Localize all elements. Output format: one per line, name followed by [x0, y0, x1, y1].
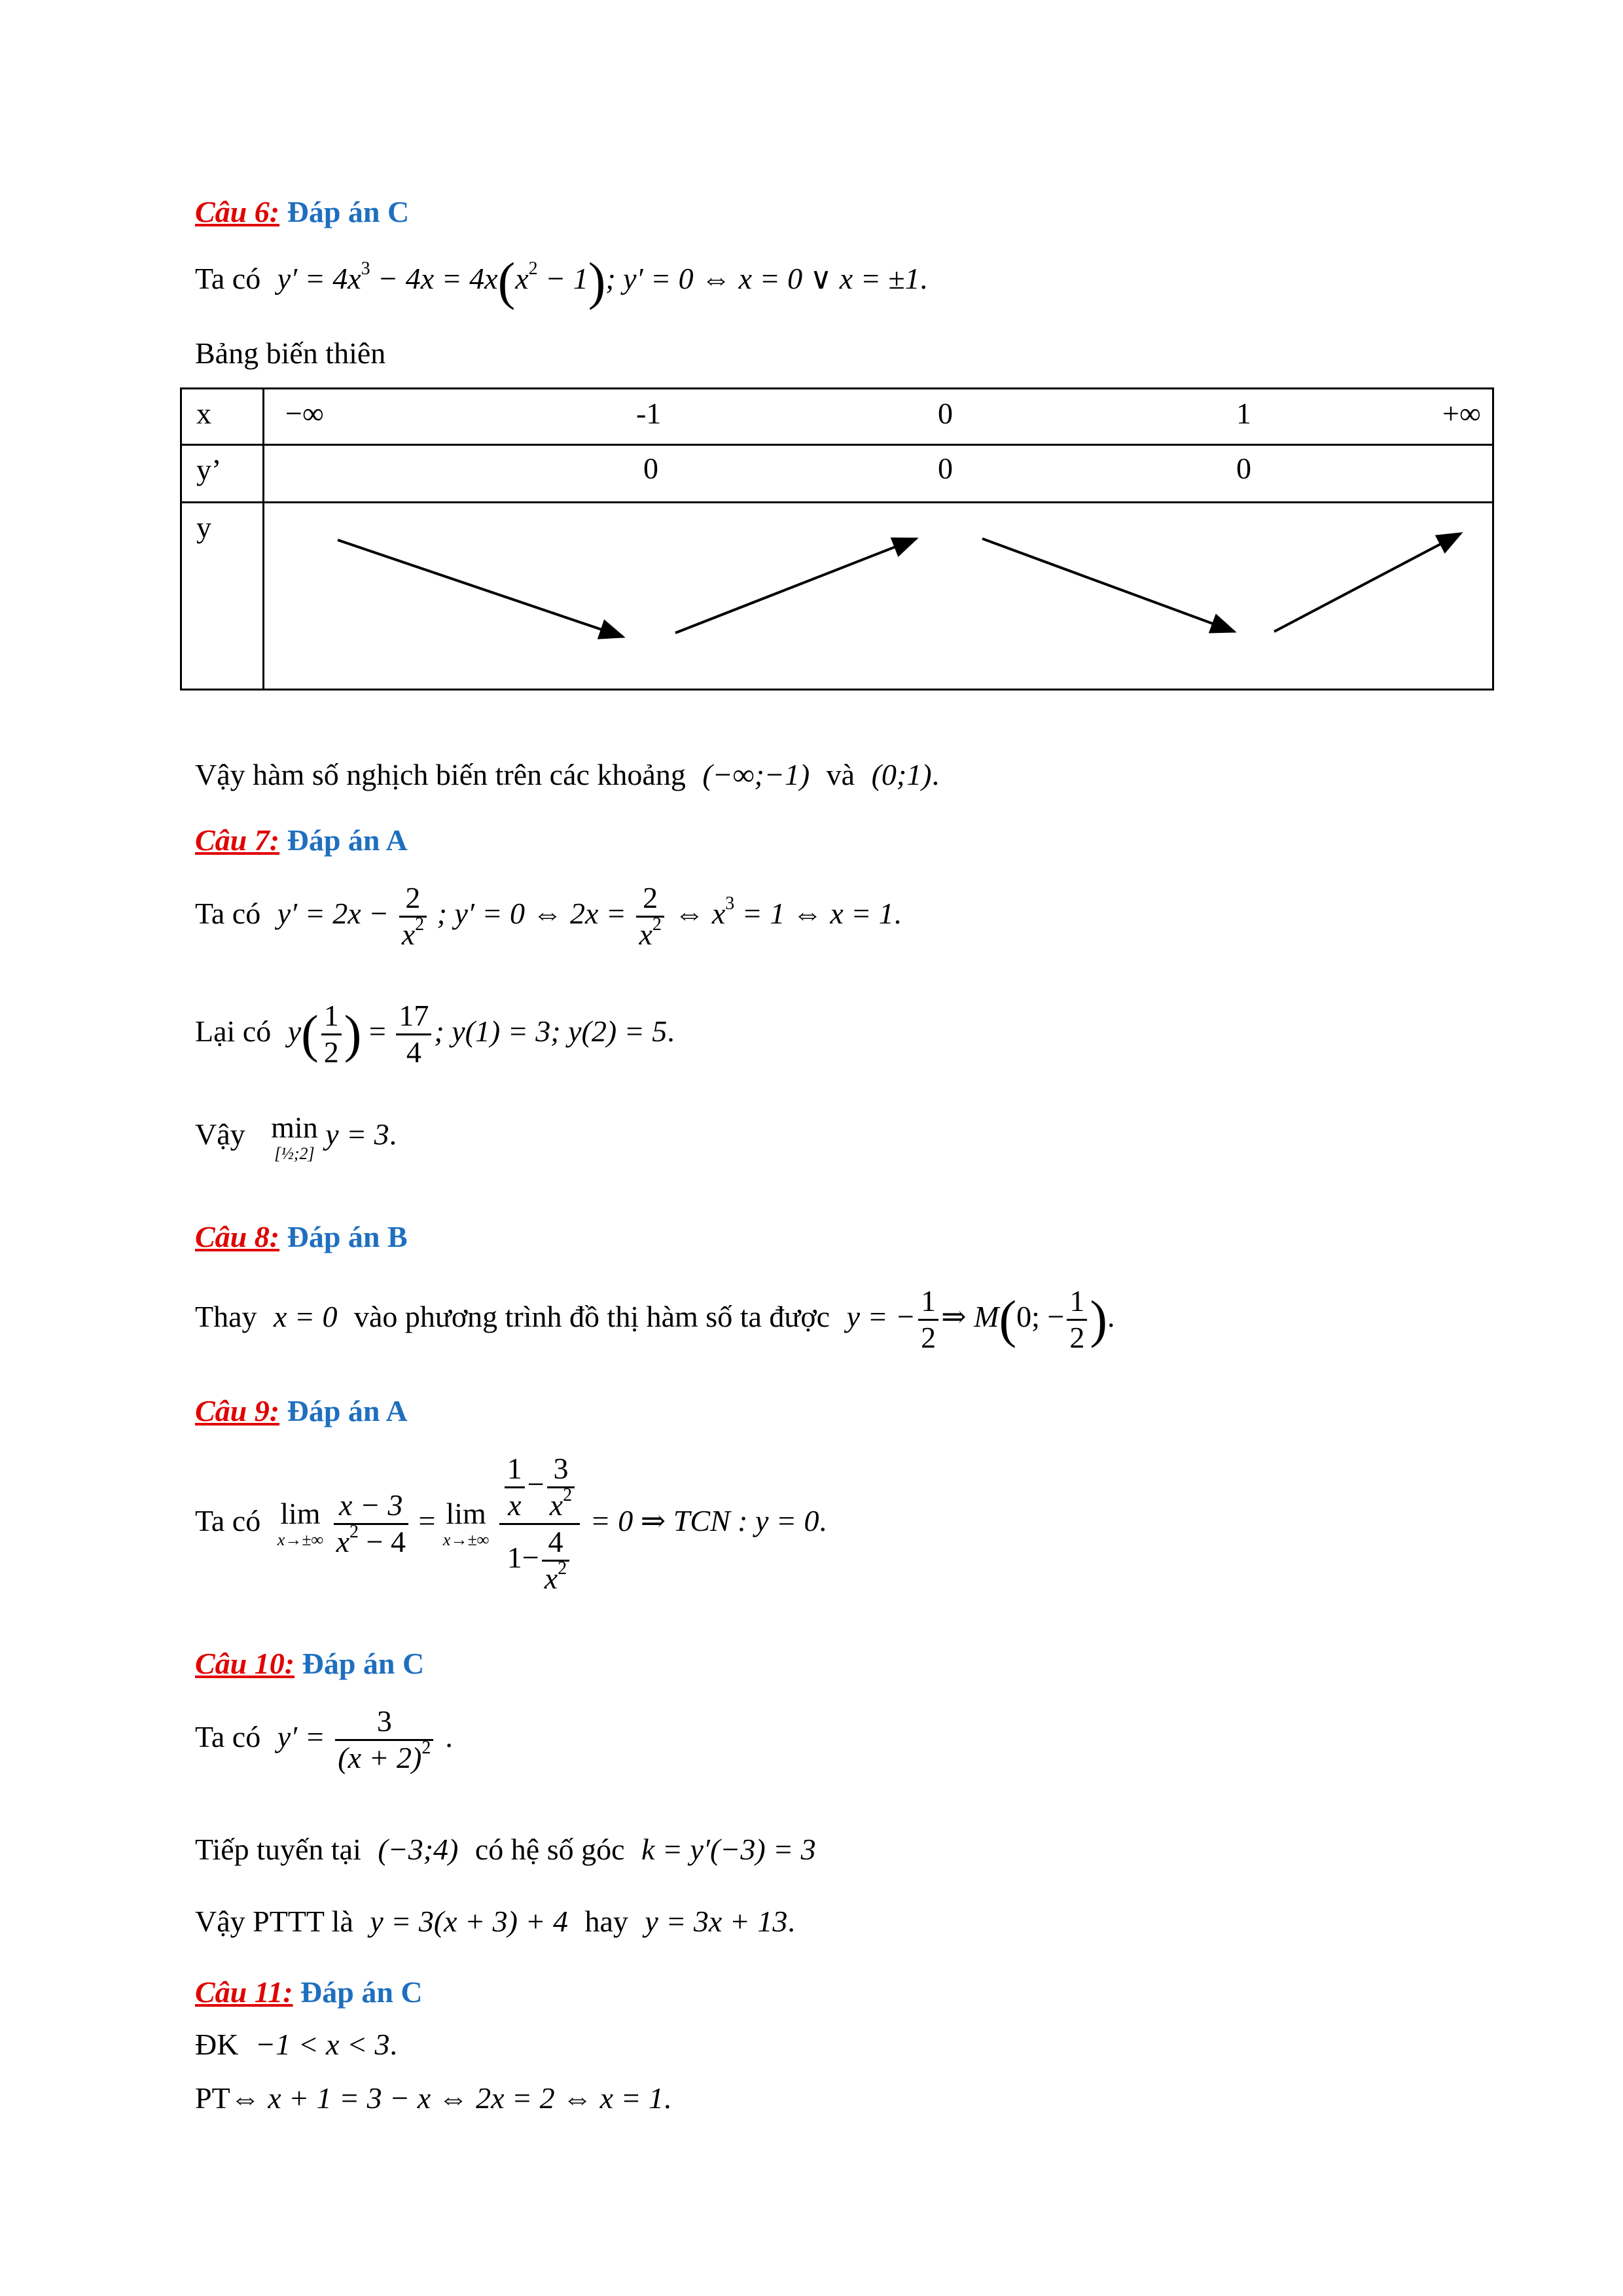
q7-l1-a: y′ = 2x −: [277, 896, 389, 930]
row-dy-label: y’: [196, 453, 222, 486]
q7-l3-prefix: Vậy: [195, 1117, 245, 1151]
q7-l2-dot: .: [667, 1014, 675, 1048]
x-value-0: 0: [938, 397, 953, 430]
q9-dot: .: [819, 1503, 827, 1537]
variation-table: [180, 387, 1494, 691]
q8-label: Câu 8:: [195, 1220, 280, 1253]
x-value-minus1: -1: [636, 397, 662, 430]
q7-frac-1: [399, 881, 427, 952]
q7-l2-a: y: [287, 1014, 302, 1048]
q7-values-line: [195, 999, 675, 1070]
q6-line1-formula-a: y′ = 4x: [277, 262, 361, 295]
q7-min-word: min: [271, 1111, 318, 1144]
q8-x0: x = 0: [274, 1299, 338, 1333]
q7-label: Câu 7:: [195, 823, 280, 857]
q9-minus: −: [527, 1467, 544, 1501]
q7-frac2-den: x: [639, 917, 652, 951]
q9-d2d-exp: 2: [558, 1558, 567, 1579]
q10-frac: [335, 1704, 433, 1776]
q7-frac3-num: 1: [321, 999, 342, 1035]
q9-eq: =: [418, 1503, 436, 1537]
q9-lim2-word: lim: [446, 1497, 486, 1531]
q9-frac-compound: [499, 1452, 580, 1596]
q9-frac-den-exp: 2: [349, 1521, 359, 1542]
q11-solution: ⇔ x + 1 = 3 − x ⇔ 2x = 2 ⇔ x = 1: [230, 2081, 664, 2115]
arrow-increasing-1: [675, 539, 916, 633]
q6-interval-2: (0;1): [871, 758, 932, 791]
q10-l2-a: Tiếp tuyến tại: [195, 1833, 361, 1866]
q9-d2: 4: [542, 1525, 569, 1562]
q8-m: ⇒ M: [941, 1299, 999, 1333]
row-x-label: x: [196, 397, 211, 430]
q10-l3-dot: .: [787, 1905, 795, 1938]
q10-derivative-line: [195, 1704, 453, 1776]
q9-lim-1: [277, 1499, 323, 1549]
q9-sub-frac-2: [547, 1452, 575, 1523]
q7-frac-2: [636, 881, 664, 952]
q9-frac-den-rest: − 4: [359, 1524, 406, 1558]
q7-l2-c: ; y(1) = 3; y(2) = 5: [434, 1014, 668, 1048]
q8-frac1-num: 1: [918, 1284, 938, 1321]
q8-paren-close: ): [1090, 1291, 1107, 1349]
q7-l3-dot: .: [389, 1117, 397, 1151]
q9-n2: 3: [547, 1452, 575, 1488]
q11-solution-line: [195, 2080, 671, 2117]
arrow-decreasing-2: [982, 539, 1234, 632]
q10-eq1: y = 3(x + 3) + 4: [370, 1905, 568, 1938]
q10-slope: k = y′(−3) = 3: [641, 1833, 816, 1866]
q8-l1-a: Thay: [195, 1299, 257, 1333]
q10-heading: [195, 1645, 424, 1682]
q6-conclusion-dot: .: [931, 758, 940, 791]
q10-prefix: Ta có: [195, 1719, 261, 1753]
q7-min-operator: [271, 1113, 318, 1162]
q10-l3-b: hay: [584, 1905, 628, 1938]
q7-frac4-den: 4: [406, 1035, 421, 1069]
q7-frac2-den-exp: 2: [652, 914, 662, 935]
q9-d2d: x: [544, 1561, 558, 1595]
q6-exp2: 2: [528, 259, 538, 279]
row-dy-header: [181, 445, 264, 503]
q9-frac-den: x: [336, 1524, 350, 1558]
q6-paren-a: (: [497, 253, 516, 311]
q6-heading: [195, 194, 409, 230]
q7-l2-b: =: [368, 1014, 386, 1048]
arrow-increasing-2: [1274, 533, 1461, 632]
q8-line: [195, 1284, 1115, 1355]
q11-condition-line: [195, 2026, 397, 2063]
q9-lim2-sub: x→±∞: [442, 1530, 490, 1550]
q6-paren-b: ): [588, 253, 606, 311]
q9-frac-num: x − 3: [334, 1488, 408, 1525]
x-value-1: 1: [1236, 397, 1251, 430]
q7-frac1-num: 2: [399, 881, 427, 918]
q6-inner-a: x: [515, 262, 529, 295]
q7-min-line: [195, 1113, 397, 1162]
q6-conclusion-and: và: [826, 758, 855, 791]
q10-l1-a: y′ =: [277, 1719, 325, 1753]
q9-d1: 1−: [507, 1540, 539, 1574]
row-x-header: [181, 389, 264, 445]
q10-l3-a: Vậy PTTT là: [195, 1905, 353, 1938]
q9-lim1-word: lim: [280, 1497, 321, 1531]
q7-answer: Đáp án A: [287, 823, 408, 857]
q11-heading: [195, 1974, 423, 2011]
x-value-neg-inf: −∞: [285, 397, 324, 430]
q6-exp3: 3: [361, 259, 370, 279]
q6-line1-prefix: Ta có: [195, 262, 261, 295]
q6-line1-formula-b: − 4x = 4x: [370, 262, 498, 295]
q6-answer: Đáp án C: [287, 195, 410, 228]
dy-zero-1: 0: [643, 452, 658, 485]
row-x-values: [264, 389, 1493, 445]
variation-arrows: [264, 503, 1492, 688]
q7-l1-c-exp: 3: [725, 893, 735, 914]
q9-label: Câu 9:: [195, 1394, 280, 1427]
q6-line1-dot: .: [919, 262, 928, 295]
q11-l1-dot: .: [389, 2028, 397, 2061]
q8-answer: Đáp án B: [287, 1220, 408, 1253]
q7-frac3-den: 2: [323, 1035, 339, 1069]
q9-lim1-sub: x→±∞: [277, 1530, 324, 1550]
q8-frac-2: [1067, 1284, 1087, 1355]
q9-sub-frac-3: [542, 1525, 569, 1596]
q8-frac1-den: 2: [921, 1320, 936, 1354]
q8-paren-open: (: [999, 1291, 1017, 1349]
q7-l2-prefix: Lại có: [195, 1014, 272, 1048]
q6-interval-1: (−∞;−1): [702, 758, 810, 791]
q10-frac-den: (x + 2): [338, 1740, 422, 1774]
q9-frac-main: [334, 1488, 408, 1560]
row-dy-values: [264, 445, 1493, 503]
row-y-arrows: [264, 503, 1493, 690]
q8-l1-b: vào phương trình đồ thị hàm số ta được: [353, 1299, 830, 1333]
q9-heading: [195, 1393, 408, 1429]
q6-label: Câu 6:: [195, 195, 280, 228]
q6-conclusion: [195, 757, 939, 793]
q11-l1-a: ĐK: [195, 2028, 239, 2061]
q11-condition: −1 < x < 3: [255, 2028, 390, 2061]
q7-frac2-num: 2: [636, 881, 664, 918]
q9-n1d: x: [508, 1488, 522, 1522]
q9-n1: 1: [505, 1452, 525, 1488]
q11-answer: Đáp án C: [300, 1975, 423, 2009]
q10-equation-line: [195, 1903, 795, 1940]
q9-n2d: x: [549, 1488, 563, 1522]
q8-m-inner: 0; −: [1016, 1299, 1065, 1333]
q10-l2-b: có hệ số góc: [474, 1833, 625, 1866]
q7-min-result: y = 3: [325, 1117, 389, 1151]
dy-zero-3: 0: [1236, 452, 1251, 485]
q7-l1-c: ⇔ x: [674, 896, 726, 930]
q11-label: Câu 11:: [195, 1975, 293, 2009]
q10-l1-dot: .: [445, 1719, 453, 1753]
q10-answer: Đáp án C: [302, 1647, 425, 1680]
q9-lim-2: [443, 1499, 489, 1549]
arrow-decreasing-1: [338, 540, 623, 637]
q7-l1-dot: .: [893, 896, 902, 930]
dy-zero-2: 0: [938, 452, 953, 485]
q8-frac-1: [918, 1284, 938, 1355]
q7-l1-b: ; y′ = 0 ⇔ 2x =: [437, 896, 626, 930]
q8-heading: [195, 1219, 408, 1255]
q9-n2d-exp: 2: [563, 1484, 573, 1505]
q7-frac1-den: x: [401, 917, 416, 951]
q10-label: Câu 10:: [195, 1647, 295, 1680]
q8-frac2-num: 1: [1067, 1284, 1087, 1321]
q6-inner-b: − 1: [537, 262, 588, 295]
q10-tangent-line: [195, 1831, 816, 1868]
q7-paren-open: (: [301, 1005, 319, 1064]
q7-frac-4: [396, 999, 431, 1070]
q7-l1-prefix: Ta có: [195, 896, 261, 930]
q7-min-sub: [½;2]: [274, 1144, 315, 1163]
q9-result: = 0 ⇒ TCN : y = 0: [590, 1503, 819, 1537]
q9-limit-line: [195, 1452, 827, 1596]
q8-frac2-den: 2: [1069, 1320, 1085, 1354]
q9-prefix: Ta có: [195, 1503, 261, 1537]
row-y-label: y: [196, 511, 211, 544]
q9-compound-num: [499, 1452, 580, 1525]
q11-l2-dot: .: [664, 2081, 671, 2115]
q6-conclusion-text: Vậy hàm số nghịch biến trên các khoảng: [195, 758, 686, 791]
q10-frac-den-exp: 2: [421, 1737, 431, 1758]
q7-frac4-num: 17: [396, 999, 431, 1035]
q10-eq2: y = 3x + 13: [645, 1905, 788, 1938]
q7-derivative-line: [195, 881, 901, 952]
q7-heading: [195, 822, 408, 859]
q7-l1-d: = 1 ⇔ x = 1: [734, 896, 894, 930]
q7-paren-close: ): [344, 1005, 362, 1064]
q8-y: y = −: [846, 1299, 916, 1333]
q6-line1-formula-c: ; y′ = 0 ⇔ x = 0 ∨ x = ±1: [605, 262, 920, 295]
row-y-header: [181, 503, 264, 690]
q7-frac-3: [321, 999, 342, 1070]
q9-answer: Đáp án A: [287, 1394, 408, 1427]
q11-l2-a: PT: [195, 2081, 230, 2115]
q6-table-caption: Bảng biến thiên: [195, 336, 386, 370]
q9-sub-frac-1: [505, 1452, 525, 1523]
q9-compound-den: [499, 1525, 580, 1596]
q10-point: (−3;4): [378, 1833, 459, 1866]
q7-frac1-den-exp: 2: [415, 914, 425, 935]
q8-dot: .: [1107, 1299, 1115, 1333]
q6-derivative-line: [195, 253, 928, 311]
q10-frac-num: 3: [335, 1704, 433, 1741]
x-value-pos-inf: +∞: [1442, 397, 1481, 430]
